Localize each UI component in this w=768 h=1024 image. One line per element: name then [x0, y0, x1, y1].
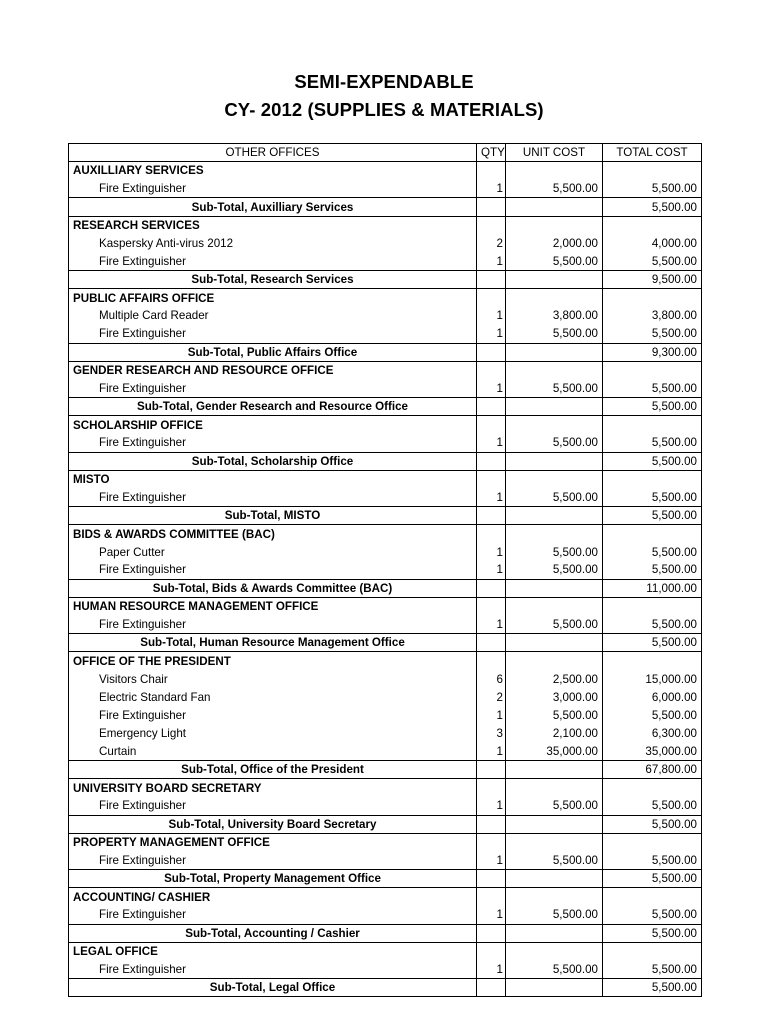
table-row: [69, 488, 702, 506]
item-unit-cost: 5,500.00: [506, 252, 603, 270]
empty-cell: [603, 216, 702, 234]
item-unit-cost: 5,500.00: [506, 380, 603, 398]
section-name: AUXILLIARY SERVICES: [69, 162, 477, 180]
empty-cell: [506, 579, 603, 597]
section-header-row: [69, 162, 702, 180]
section-header-row: [69, 416, 702, 434]
section-name: GENDER RESEARCH AND RESOURCE OFFICE: [69, 361, 477, 379]
subtotal-amount: 5,500.00: [603, 815, 702, 833]
empty-cell: [506, 216, 603, 234]
empty-cell: [506, 870, 603, 888]
item-name: Paper Cutter: [69, 543, 477, 561]
empty-cell: [477, 597, 506, 615]
item-total-cost: 5,500.00: [603, 961, 702, 979]
item-total-cost: 6,300.00: [603, 725, 702, 743]
subtotal-row: [69, 507, 702, 525]
item-name: Fire Extinguisher: [69, 561, 477, 579]
empty-cell: [477, 652, 506, 670]
empty-cell: [506, 361, 603, 379]
table-row: [69, 797, 702, 815]
item-total-cost: 5,500.00: [603, 616, 702, 634]
section-name: PROPERTY MANAGEMENT OFFICE: [69, 833, 477, 851]
item-total-cost: 6,000.00: [603, 688, 702, 706]
item-qty: 1: [477, 797, 506, 815]
empty-cell: [477, 924, 506, 942]
item-qty: 1: [477, 852, 506, 870]
subtotal-label: Sub-Total, Property Management Office: [69, 870, 477, 888]
item-qty: 1: [477, 380, 506, 398]
empty-cell: [477, 343, 506, 361]
empty-cell: [506, 979, 603, 997]
item-qty: 1: [477, 180, 506, 198]
subtotal-amount: 5,500.00: [603, 634, 702, 652]
item-name: Fire Extinguisher: [69, 380, 477, 398]
subtotal-label: Sub-Total, Bids & Awards Committee (BAC): [69, 579, 477, 597]
subtotal-row: [69, 452, 702, 470]
item-total-cost: 5,500.00: [603, 561, 702, 579]
item-name: Fire Extinguisher: [69, 906, 477, 924]
subtotal-amount: 5,500.00: [603, 870, 702, 888]
item-unit-cost: 3,000.00: [506, 688, 603, 706]
empty-cell: [506, 833, 603, 851]
section-name: SCHOLARSHIP OFFICE: [69, 416, 477, 434]
empty-cell: [477, 634, 506, 652]
table-row: [69, 543, 702, 561]
subtotal-amount: 67,800.00: [603, 761, 702, 779]
item-unit-cost: 5,500.00: [506, 180, 603, 198]
table-row: [69, 725, 702, 743]
item-qty: 1: [477, 543, 506, 561]
empty-cell: [477, 162, 506, 180]
subtotal-amount: 9,500.00: [603, 271, 702, 289]
item-total-cost: 35,000.00: [603, 743, 702, 761]
table-row: [69, 743, 702, 761]
item-qty: 6: [477, 670, 506, 688]
empty-cell: [506, 162, 603, 180]
item-qty: 1: [477, 906, 506, 924]
section-header-row: [69, 216, 702, 234]
subtotal-row: [69, 343, 702, 361]
item-name: Fire Extinguisher: [69, 434, 477, 452]
item-total-cost: 5,500.00: [603, 252, 702, 270]
section-header-row: [69, 652, 702, 670]
section-name: OFFICE OF THE PRESIDENT: [69, 652, 477, 670]
empty-cell: [477, 452, 506, 470]
subtotal-amount: 11,000.00: [603, 579, 702, 597]
empty-cell: [603, 361, 702, 379]
empty-cell: [506, 271, 603, 289]
section-header-row: [69, 289, 702, 307]
item-total-cost: 5,500.00: [603, 180, 702, 198]
subtotal-amount: 9,300.00: [603, 343, 702, 361]
item-name: Electric Standard Fan: [69, 688, 477, 706]
item-unit-cost: 5,500.00: [506, 561, 603, 579]
empty-cell: [477, 979, 506, 997]
table-row: [69, 434, 702, 452]
item-unit-cost: 5,500.00: [506, 852, 603, 870]
item-name: Fire Extinguisher: [69, 797, 477, 815]
empty-cell: [603, 833, 702, 851]
empty-cell: [477, 271, 506, 289]
subtotal-row: [69, 634, 702, 652]
section-header-row: [69, 361, 702, 379]
empty-cell: [506, 452, 603, 470]
empty-cell: [506, 198, 603, 216]
item-qty: 1: [477, 307, 506, 325]
section-header-row: [69, 942, 702, 960]
table-row: [69, 706, 702, 724]
section-header-row: [69, 833, 702, 851]
empty-cell: [603, 779, 702, 797]
item-total-cost: 3,800.00: [603, 307, 702, 325]
subtotal-label: Sub-Total, Scholarship Office: [69, 452, 477, 470]
empty-cell: [477, 361, 506, 379]
item-qty: 1: [477, 252, 506, 270]
empty-cell: [477, 761, 506, 779]
subtotal-row: [69, 579, 702, 597]
subtotal-row: [69, 924, 702, 942]
column-header-unit-cost: UNIT COST: [506, 144, 603, 162]
empty-cell: [477, 198, 506, 216]
subtotal-label: Sub-Total, Legal Office: [69, 979, 477, 997]
empty-cell: [603, 470, 702, 488]
section-header-row: [69, 597, 702, 615]
item-qty: 1: [477, 706, 506, 724]
item-qty: 1: [477, 743, 506, 761]
empty-cell: [506, 470, 603, 488]
item-unit-cost: 5,500.00: [506, 434, 603, 452]
subtotal-row: [69, 979, 702, 997]
item-name: Visitors Chair: [69, 670, 477, 688]
subtotal-amount: 5,500.00: [603, 507, 702, 525]
empty-cell: [477, 833, 506, 851]
empty-cell: [506, 942, 603, 960]
table-row: [69, 325, 702, 343]
empty-cell: [477, 525, 506, 543]
section-name: ACCOUNTING/ CASHIER: [69, 888, 477, 906]
column-header-offices: OTHER OFFICES: [69, 144, 477, 162]
item-name: Kaspersky Anti-virus 2012: [69, 234, 477, 252]
item-qty: 1: [477, 325, 506, 343]
item-qty: 2: [477, 234, 506, 252]
item-name: Fire Extinguisher: [69, 488, 477, 506]
subtotal-row: [69, 198, 702, 216]
section-name: MISTO: [69, 470, 477, 488]
item-qty: 2: [477, 688, 506, 706]
section-name: RESEARCH SERVICES: [69, 216, 477, 234]
item-name: Fire Extinguisher: [69, 180, 477, 198]
empty-cell: [506, 815, 603, 833]
column-header-qty: QTY: [477, 144, 506, 162]
subtotal-row: [69, 761, 702, 779]
table-row: [69, 307, 702, 325]
subtotal-label: Sub-Total, Gender Research and Resource Office: [69, 398, 477, 416]
empty-cell: [603, 597, 702, 615]
subtotal-label: Sub-Total, MISTO: [69, 507, 477, 525]
item-total-cost: 5,500.00: [603, 906, 702, 924]
section-name: LEGAL OFFICE: [69, 942, 477, 960]
subtotal-label: Sub-Total, Research Services: [69, 271, 477, 289]
empty-cell: [603, 942, 702, 960]
empty-cell: [603, 652, 702, 670]
empty-cell: [477, 579, 506, 597]
item-unit-cost: 5,500.00: [506, 797, 603, 815]
subtotal-label: Sub-Total, Accounting / Cashier: [69, 924, 477, 942]
item-total-cost: 5,500.00: [603, 543, 702, 561]
item-total-cost: 5,500.00: [603, 434, 702, 452]
document-title: SEMI-EXPENDABLE: [294, 71, 474, 92]
table-row: [69, 380, 702, 398]
empty-cell: [477, 416, 506, 434]
item-unit-cost: 5,500.00: [506, 706, 603, 724]
item-total-cost: 5,500.00: [603, 706, 702, 724]
item-qty: 1: [477, 616, 506, 634]
item-name: Fire Extinguisher: [69, 252, 477, 270]
item-name: Emergency Light: [69, 725, 477, 743]
item-total-cost: 4,000.00: [603, 234, 702, 252]
table-row: [69, 906, 702, 924]
empty-cell: [506, 652, 603, 670]
item-name: Fire Extinguisher: [69, 325, 477, 343]
subtotal-row: [69, 271, 702, 289]
empty-cell: [506, 343, 603, 361]
item-unit-cost: 2,500.00: [506, 670, 603, 688]
empty-cell: [506, 779, 603, 797]
empty-cell: [506, 634, 603, 652]
section-name: HUMAN RESOURCE MANAGEMENT OFFICE: [69, 597, 477, 615]
document-subtitle: CY- 2012 (SUPPLIES & MATERIALS): [224, 99, 544, 120]
section-header-row: [69, 888, 702, 906]
empty-cell: [603, 416, 702, 434]
empty-cell: [603, 162, 702, 180]
item-total-cost: 5,500.00: [603, 325, 702, 343]
item-name: Fire Extinguisher: [69, 852, 477, 870]
table-header-row: [69, 144, 702, 162]
subtotal-label: Sub-Total, Office of the President: [69, 761, 477, 779]
empty-cell: [477, 470, 506, 488]
table-row: [69, 252, 702, 270]
empty-cell: [506, 289, 603, 307]
item-unit-cost: 5,500.00: [506, 325, 603, 343]
empty-cell: [477, 507, 506, 525]
item-unit-cost: 35,000.00: [506, 743, 603, 761]
item-name: Fire Extinguisher: [69, 961, 477, 979]
item-unit-cost: 5,500.00: [506, 488, 603, 506]
empty-cell: [477, 815, 506, 833]
subtotal-label: Sub-Total, Public Affairs Office: [69, 343, 477, 361]
item-total-cost: 5,500.00: [603, 380, 702, 398]
subtotal-label: Sub-Total, University Board Secretary: [69, 815, 477, 833]
empty-cell: [506, 398, 603, 416]
empty-cell: [477, 779, 506, 797]
item-total-cost: 5,500.00: [603, 797, 702, 815]
empty-cell: [506, 761, 603, 779]
empty-cell: [477, 942, 506, 960]
empty-cell: [506, 507, 603, 525]
item-unit-cost: 2,100.00: [506, 725, 603, 743]
item-qty: 1: [477, 961, 506, 979]
item-unit-cost: 5,500.00: [506, 906, 603, 924]
column-header-total-cost: TOTAL COST: [603, 144, 702, 162]
empty-cell: [506, 416, 603, 434]
item-unit-cost: 2,000.00: [506, 234, 603, 252]
table-row: [69, 180, 702, 198]
item-name: Curtain: [69, 743, 477, 761]
table-row: [69, 670, 702, 688]
subtotal-amount: 5,500.00: [603, 979, 702, 997]
item-qty: 1: [477, 434, 506, 452]
item-total-cost: 5,500.00: [603, 488, 702, 506]
subtotal-label: Sub-Total, Human Resource Management Office: [69, 634, 477, 652]
subtotal-label: Sub-Total, Auxilliary Services: [69, 198, 477, 216]
item-total-cost: 5,500.00: [603, 852, 702, 870]
item-unit-cost: 5,500.00: [506, 961, 603, 979]
item-name: Multiple Card Reader: [69, 307, 477, 325]
item-unit-cost: 5,500.00: [506, 616, 603, 634]
empty-cell: [603, 888, 702, 906]
item-qty: 3: [477, 725, 506, 743]
subtotal-row: [69, 398, 702, 416]
table-row: [69, 234, 702, 252]
item-name: Fire Extinguisher: [69, 706, 477, 724]
empty-cell: [506, 888, 603, 906]
table-row: [69, 688, 702, 706]
table-body: [69, 162, 702, 997]
empty-cell: [506, 525, 603, 543]
item-total-cost: 15,000.00: [603, 670, 702, 688]
item-name: Fire Extinguisher: [69, 616, 477, 634]
subtotal-row: [69, 870, 702, 888]
subtotal-amount: 5,500.00: [603, 924, 702, 942]
subtotal-amount: 5,500.00: [603, 452, 702, 470]
subtotal-row: [69, 815, 702, 833]
empty-cell: [477, 398, 506, 416]
empty-cell: [477, 289, 506, 307]
empty-cell: [477, 216, 506, 234]
empty-cell: [506, 597, 603, 615]
empty-cell: [506, 924, 603, 942]
table-row: [69, 616, 702, 634]
section-name: BIDS & AWARDS COMMITTEE (BAC): [69, 525, 477, 543]
subtotal-amount: 5,500.00: [603, 198, 702, 216]
section-header-row: [69, 470, 702, 488]
empty-cell: [477, 888, 506, 906]
empty-cell: [603, 289, 702, 307]
empty-cell: [603, 525, 702, 543]
empty-cell: [477, 870, 506, 888]
section-header-row: [69, 525, 702, 543]
section-header-row: [69, 779, 702, 797]
item-qty: 1: [477, 561, 506, 579]
table-row: [69, 561, 702, 579]
table-row: [69, 852, 702, 870]
item-unit-cost: 5,500.00: [506, 543, 603, 561]
table-row: [69, 961, 702, 979]
section-name: PUBLIC AFFAIRS OFFICE: [69, 289, 477, 307]
subtotal-amount: 5,500.00: [603, 398, 702, 416]
item-qty: 1: [477, 488, 506, 506]
expense-table: [68, 143, 702, 997]
item-unit-cost: 3,800.00: [506, 307, 603, 325]
section-name: UNIVERSITY BOARD SECRETARY: [69, 779, 477, 797]
